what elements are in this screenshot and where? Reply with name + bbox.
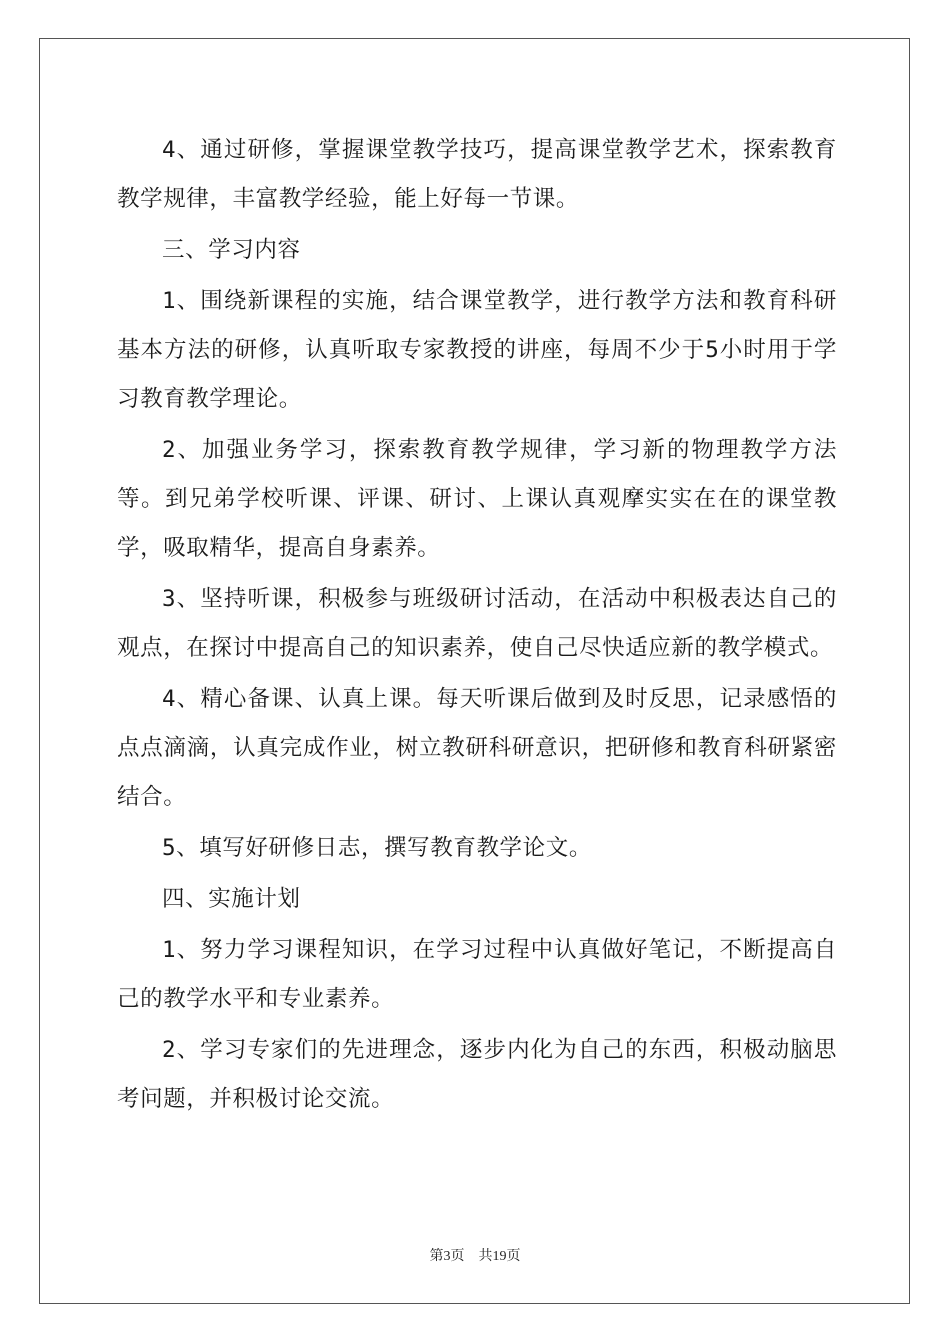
paragraph-content-4: 4、精心备课、认真上课。每天听课后做到及时反思，记录感悟的点点滴滴，认真完成作业，树立教研科研意识，把研修和教育科研紧密结合。 (117, 686, 837, 810)
page-total: 共19页 (478, 1249, 521, 1264)
paragraph-plan-1: 1、努力学习课程知识，在学习过程中认真做好笔记，不断提高自己的教学水平和专业素养。 (117, 937, 837, 1012)
page-number: 第3页 (429, 1249, 465, 1264)
section-heading-learning-content: 三、学习内容 (162, 237, 301, 263)
paragraph-plan-2: 2、学习专家们的先进理念，逐步内化为自己的东西，积极动脑思考问题，并积极讨论交流。 (117, 1037, 837, 1112)
paragraph-item-4-goal: 4、通过研修，掌握课堂教学技巧，提高课堂教学艺术，探索教育教学规律，丰富教学经验，能上好每一节课。 (117, 137, 837, 212)
paragraph-content-1: 1、围绕新课程的实施，结合课堂教学，进行教学方法和教育科研基本方法的研修，认真听取专家教授的讲座，每周不少于5小时用于学习教育教学理论。 (117, 288, 837, 412)
document-body (117, 126, 837, 1126)
paragraph-content-2: 2、加强业务学习，探索教育教学规律，学习新的物理教学方法等。到兄弟学校听课、评课、研讨、上课认真观摩实实在在的课堂教学，吸取精华，提高自身素养。 (117, 437, 837, 561)
paragraph-content-5: 5、填写好研修日志，撰写教育教学论文。 (162, 835, 592, 861)
section-heading-implementation-plan: 四、实施计划 (162, 886, 301, 912)
page-footer (0, 1245, 950, 1265)
paragraph-content-3: 3、坚持听课，积极参与班级研讨活动，在活动中积极表达自己的观点，在探讨中提高自己的知识素养，使自己尽快适应新的教学模式。 (117, 586, 837, 661)
